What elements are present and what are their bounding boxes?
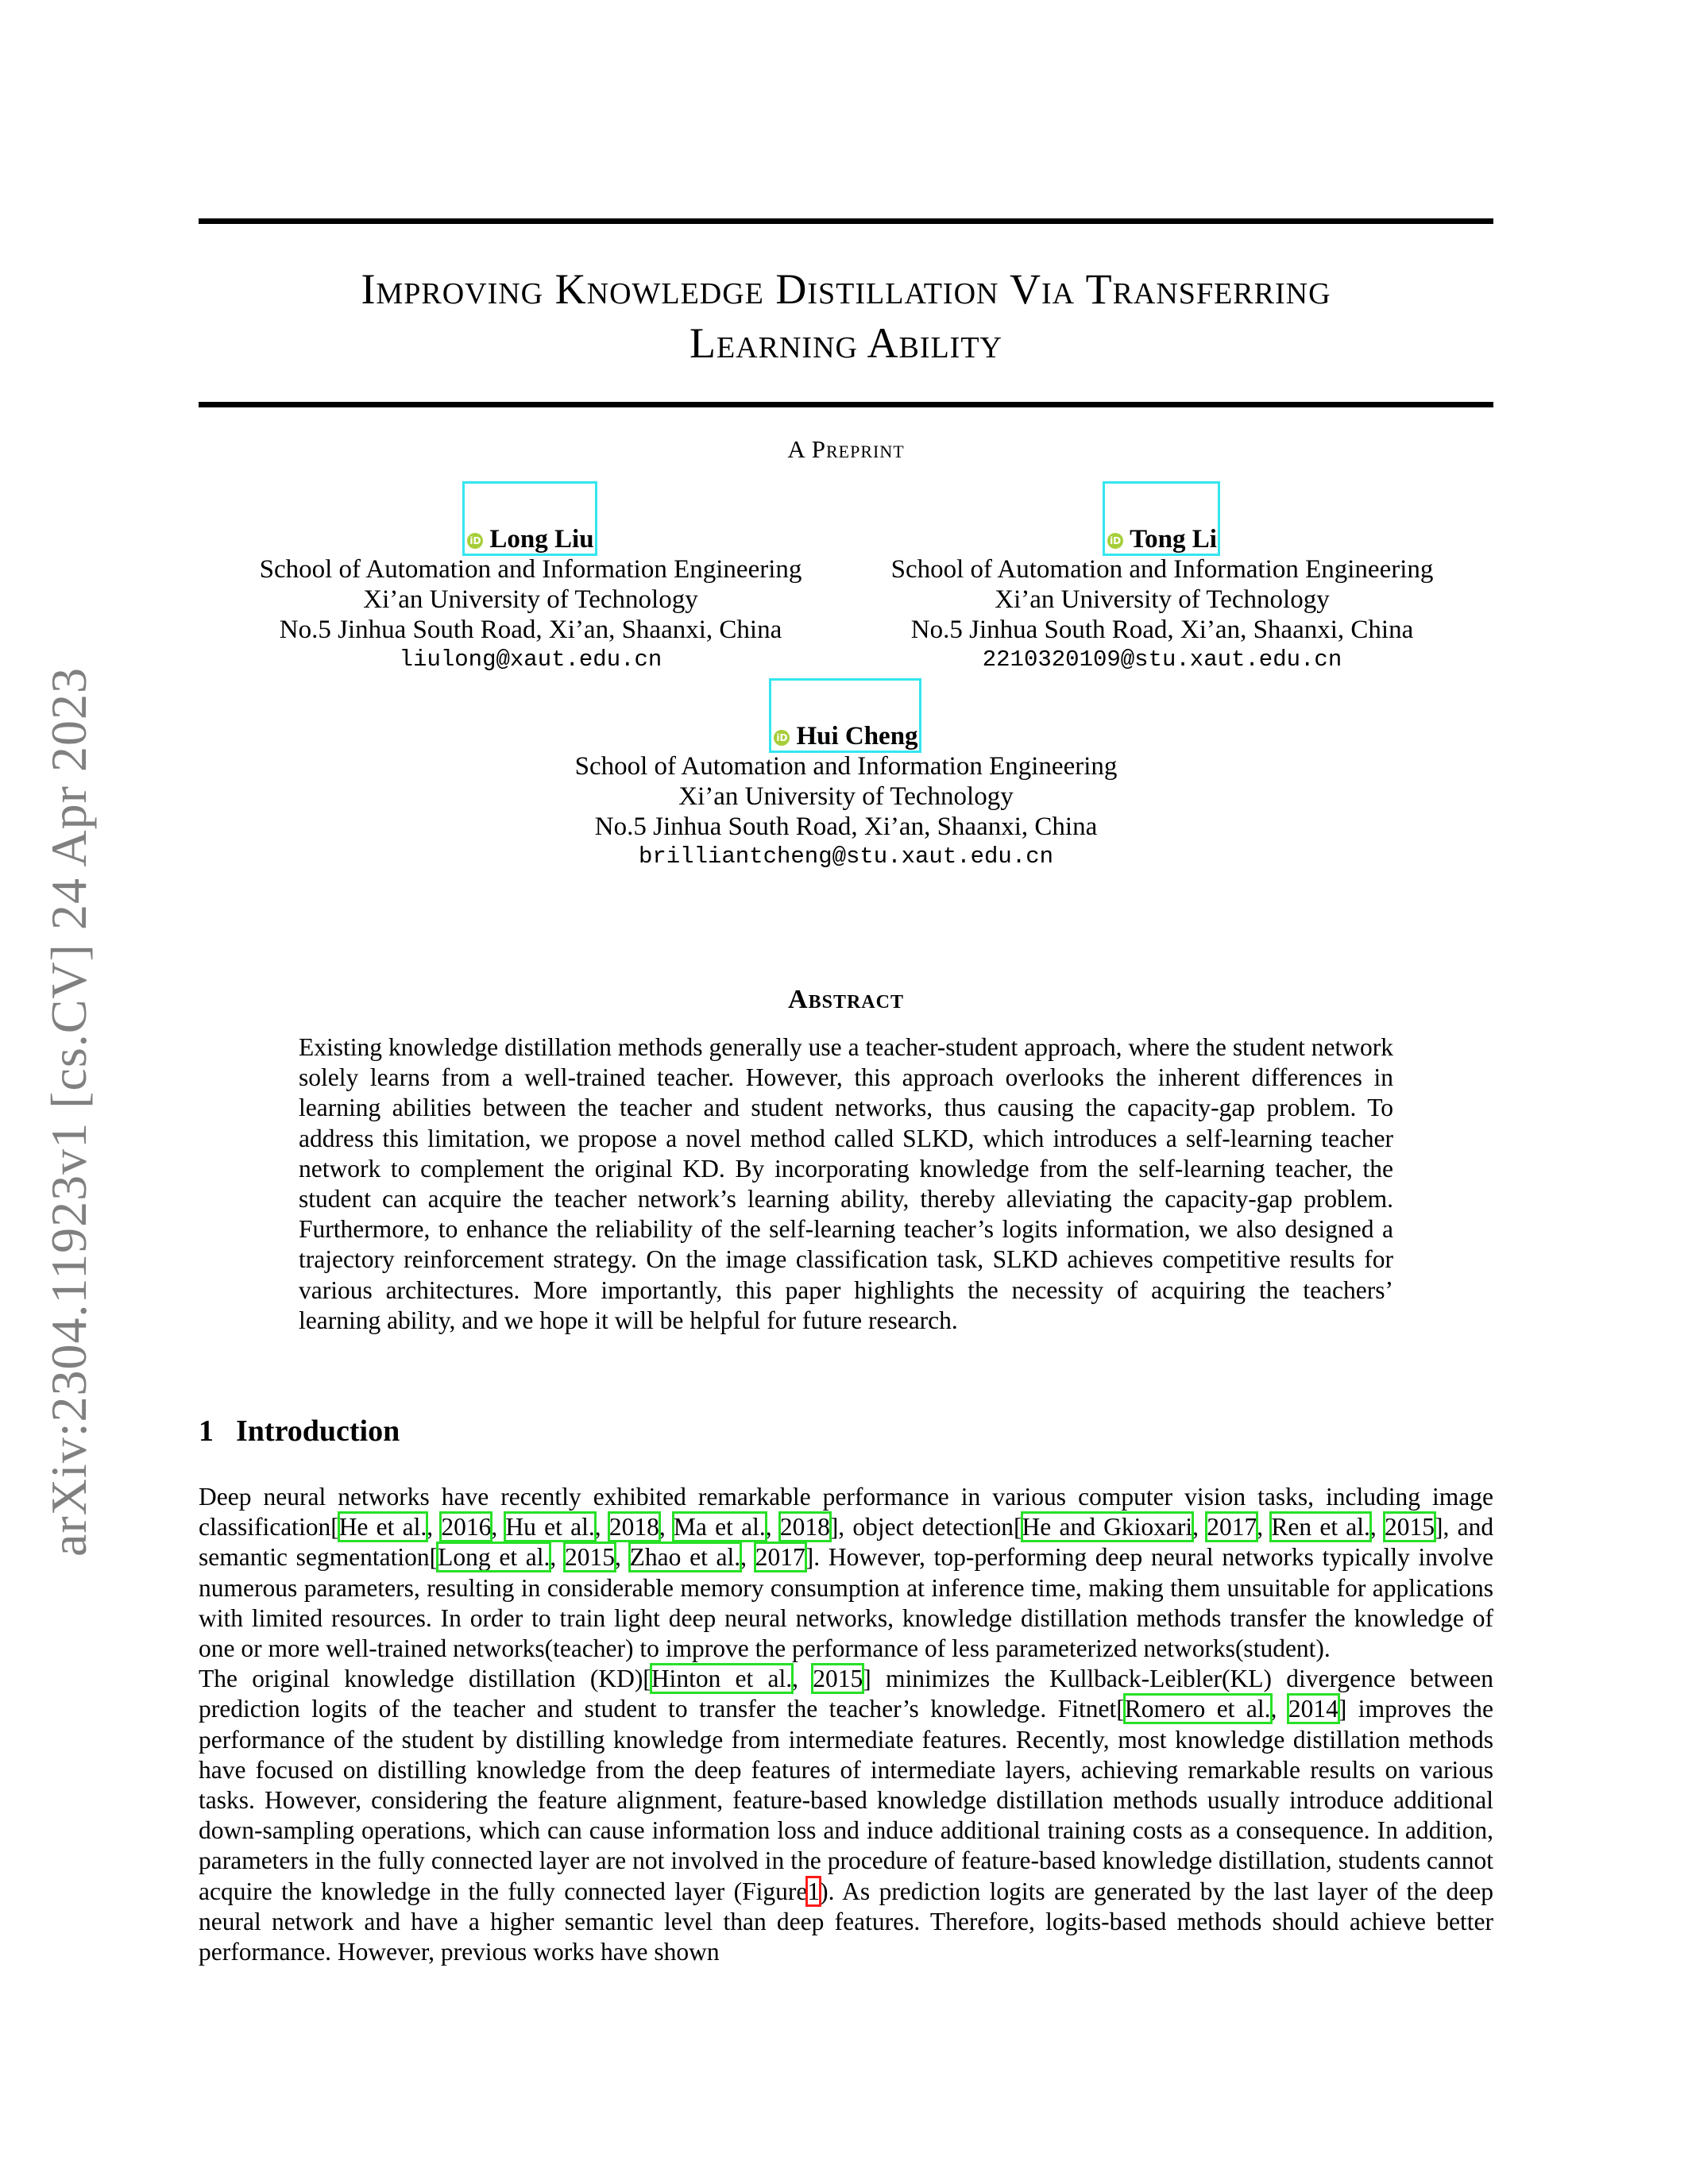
text-run: ], and semantic segmentation[ bbox=[199, 1513, 1494, 1572]
text-run: , bbox=[594, 1513, 609, 1542]
section-heading-introduction bbox=[199, 1414, 400, 1449]
citation-link[interactable]: He et al. bbox=[338, 1513, 427, 1542]
text-run: , bbox=[550, 1543, 566, 1572]
author-name-link[interactable] bbox=[467, 524, 593, 554]
author-name: Hui Cheng bbox=[796, 722, 918, 751]
text-run: Deep neural networks have recently exhibited remarkable performance in various computer vision tasks, including image classification[ bbox=[199, 1483, 1493, 1542]
author-dept: School of Automation and Information Engineering bbox=[574, 752, 1118, 781]
author-email[interactable]: brilliantcheng@stu.xaut.edu.cn bbox=[638, 843, 1054, 870]
author-univ: Xi’an University of Technology bbox=[995, 585, 1330, 614]
link-highlight-box bbox=[1103, 481, 1220, 556]
text-run: , bbox=[659, 1513, 674, 1542]
figure-reference-link[interactable]: 1 bbox=[807, 1877, 821, 1905]
author-name: Long Liu bbox=[489, 525, 594, 554]
arxiv-identifier-stamp: arXiv:2304.11923v1 [cs.CV] 24 Apr 2023 bbox=[41, 667, 97, 1557]
author-email[interactable]: 2210320109@stu.xaut.edu.cn bbox=[982, 646, 1342, 673]
text-run: , bbox=[792, 1665, 813, 1693]
citation-link[interactable]: 2015 bbox=[1385, 1513, 1435, 1542]
section-title: Introduction bbox=[236, 1414, 400, 1448]
author-univ: Xi’an University of Technology bbox=[678, 782, 1014, 811]
citation-link[interactable]: 2015 bbox=[565, 1543, 616, 1572]
title-bottom-rule bbox=[199, 402, 1493, 407]
citation-link[interactable]: 2016 bbox=[441, 1513, 492, 1542]
author-name-link[interactable] bbox=[774, 721, 917, 751]
author-address: No.5 Jinhua South Road, Xi’an, Shaanxi, China bbox=[910, 615, 1414, 644]
author-block-2 bbox=[844, 524, 1480, 675]
text-run: , bbox=[427, 1513, 442, 1542]
citation-link[interactable]: 2018 bbox=[779, 1513, 830, 1542]
introduction-body bbox=[199, 1482, 1493, 1967]
section-number: 1 bbox=[199, 1414, 214, 1448]
link-highlight-box bbox=[769, 678, 921, 753]
text-run: , bbox=[765, 1513, 780, 1542]
text-run: , bbox=[1257, 1513, 1272, 1542]
author-dept: School of Automation and Information Engineering bbox=[890, 555, 1434, 584]
citation-link[interactable]: Ren et al. bbox=[1271, 1513, 1370, 1542]
citation-link[interactable]: 2014 bbox=[1288, 1695, 1338, 1723]
author-name: Tong Li bbox=[1130, 525, 1217, 554]
text-run: The original knowledge distillation (KD)[ bbox=[199, 1665, 651, 1693]
text-run: ]. However, top-performing deep neural networks typically involve numerous parameters, resulting in considerable memory consumption at inference time, making them unsuitable for applications with limited resources. In order to train light deep neural networks, knowledge distillation methods transfer the knowledge of one or more well-trained networks(teacher) to improve the performance of less parameterized networks(student). bbox=[199, 1543, 1494, 1663]
author-address: No.5 Jinhua South Road, Xi’an, Shaanxi, China bbox=[279, 615, 782, 644]
title-line-1: Improving Knowledge Distillation Via Transferring bbox=[361, 265, 1331, 313]
paragraph bbox=[199, 1664, 1493, 1967]
text-run: , bbox=[740, 1543, 755, 1572]
orcid-icon[interactable]: iD bbox=[467, 533, 483, 549]
author-dept: School of Automation and Information Engineering bbox=[259, 555, 802, 584]
text-run: , bbox=[491, 1513, 506, 1542]
citation-link[interactable]: He and Gkioxari bbox=[1022, 1513, 1193, 1542]
citation-link[interactable]: Long et al. bbox=[438, 1543, 550, 1572]
author-email[interactable]: liulong@xaut.edu.cn bbox=[399, 646, 662, 673]
text-run: , bbox=[1192, 1513, 1207, 1542]
citation-link[interactable]: 2017 bbox=[1207, 1513, 1257, 1542]
text-run: ], object detection[ bbox=[829, 1513, 1022, 1542]
citation-link[interactable]: 2015 bbox=[813, 1665, 863, 1693]
text-run: ] improves the performance of the student by distilling knowledge from intermediate features. Recently, most knowledge distillation methods have focused on distilling knowledge from the deep features of intermediate layers, achieving remarkable results on various tasks. However, considering the feature alignment, feature-based knowledge distillation methods usually introduce additional down-sampling operations, which can cause information loss and induce additional training costs as a consequence. In addition, parameters in the fully connected layer are not involved in the procedure of feature-based knowledge distillation, students cannot acquire the knowledge in the fully connected layer (Figure bbox=[199, 1695, 1493, 1905]
author-block-1 bbox=[213, 524, 848, 675]
link-highlight-box bbox=[462, 481, 597, 556]
citation-link[interactable]: Zhao et al. bbox=[629, 1543, 741, 1572]
text-run: ). As prediction logits are generated by the last layer of the deep neural network and have a higher semantic level than deep features. Therefore, logits-based methods should achieve better performance. However, previous works have shown bbox=[199, 1877, 1493, 1966]
text-run: , bbox=[615, 1543, 630, 1572]
author-name-link[interactable] bbox=[1107, 524, 1217, 554]
orcid-icon[interactable]: iD bbox=[774, 730, 790, 746]
author-address: No.5 Jinhua South Road, Xi’an, Shaanxi, China bbox=[594, 812, 1098, 841]
citation-link[interactable]: Romero et al. bbox=[1124, 1695, 1271, 1723]
author-block-3 bbox=[528, 721, 1164, 872]
text-run: ] minimizes the Kullback-Leibler(KL) divergence between prediction logits of the teacher and student to transfer the teacher’s knowledge. Fitnet[ bbox=[199, 1665, 1493, 1723]
text-run: , bbox=[1369, 1513, 1385, 1542]
citation-link[interactable]: 2018 bbox=[608, 1513, 659, 1542]
author-univ: Xi’an University of Technology bbox=[363, 585, 698, 614]
citation-link[interactable]: 2017 bbox=[755, 1543, 805, 1572]
author-name-line bbox=[844, 524, 1480, 554]
author-name-line bbox=[528, 721, 1164, 751]
text-run: , bbox=[1270, 1695, 1288, 1723]
citation-link[interactable]: Hu et al. bbox=[505, 1513, 595, 1542]
abstract-text: Existing knowledge distillation methods generally use a teacher-student approach, where the student network solely learns from a well-trained teacher. However, this approach overlooks the inherent differences in learning abilities between the teacher and student networks, thus causing the capacity-gap problem. To address this limitation, we propose a novel method called SLKD, which introduces a self-learning teacher network to complement the original KD. By incorporating knowledge from the self-learning teacher, the student can acquire the teacher network’s learning ability, thereby alleviating the capacity-gap problem. Furthermore, to enhance the reliability of the self-learning teacher’s logits information, we also designed a trajectory reinforcement strategy. On the image classification task, SLKD achieves competitive results for various architectures. More importantly, this paper highlights the necessity of acquiring the teachers’ learning ability, and we hope it will be helpful for future research. bbox=[299, 1033, 1393, 1334]
abstract-heading: Abstract bbox=[788, 985, 904, 1014]
orcid-icon[interactable]: iD bbox=[1107, 533, 1123, 549]
paragraph bbox=[199, 1482, 1493, 1664]
title-line-2: Learning Ability bbox=[689, 319, 1002, 367]
preprint-label: A Preprint bbox=[787, 435, 905, 463]
title-top-rule bbox=[199, 218, 1493, 224]
paper-title bbox=[199, 262, 1493, 370]
citation-link[interactable]: Hinton et al. bbox=[651, 1665, 793, 1693]
author-name-line bbox=[213, 524, 848, 554]
citation-link[interactable]: Ma et al. bbox=[673, 1513, 766, 1542]
